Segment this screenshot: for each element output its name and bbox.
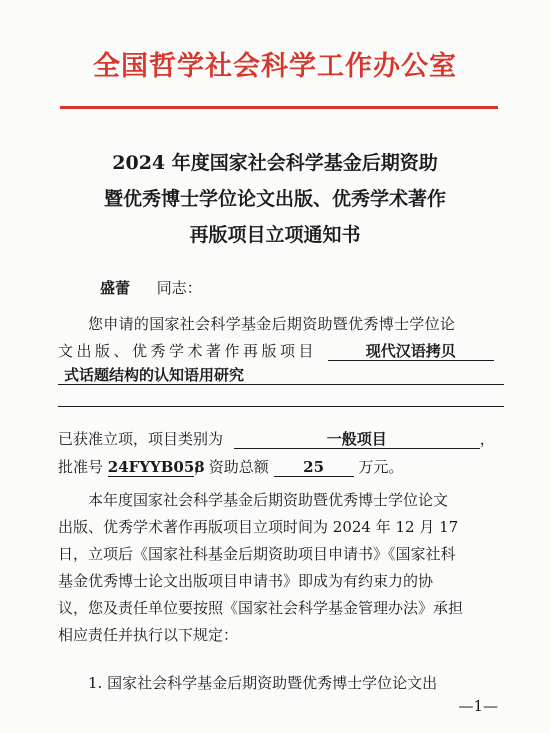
agency-header: 全国哲学社会科学工作办公室 [93, 51, 457, 82]
approval-number-field: 24FYYB058 [107, 458, 205, 476]
document-title [0, 145, 550, 253]
paragraph2-line2 [58, 456, 403, 477]
approval-prefix: 批准号 [58, 458, 104, 476]
paragraph1-line4 [58, 393, 504, 411]
page-number: —1— [458, 697, 498, 715]
paragraph3-line: 本年度国家社会科学基金后期资助暨优秀博士学位论文 [58, 491, 449, 509]
project-category-field: 一般项目 [234, 430, 480, 449]
paragraph3-line: 出版、优秀学术著作再版项目立项时间为 2024 年 12 月 17 [58, 518, 459, 536]
title-line-3: 再版项目立项通知书 [189, 224, 361, 246]
rule-item-1: 1. 国家社会科学基金后期资助暨优秀博士学位论文出 [88, 674, 438, 692]
category-prefix: 已获准立项，项目类别为 [58, 430, 224, 448]
paragraph1-line2-prefix: 文出版、优秀学术著作再版项目 [58, 342, 318, 360]
paragraph2-line1 [58, 428, 495, 449]
paragraph1-line3 [58, 366, 504, 385]
paragraph1-line1: 您申请的国家社会科学基金后期资助暨优秀博士学位论 [88, 315, 456, 333]
header-red-divider [60, 106, 498, 109]
amount-suffix: 万元。 [358, 458, 404, 476]
salutation [100, 277, 202, 298]
paragraph1-line2 [58, 340, 494, 361]
funding-amount-field: 25 [274, 458, 354, 477]
recipient-name: 盛蕾 [100, 279, 131, 297]
paragraph3-line: 议，您及责任单位要按照《国家社会科学基金管理办法》承担 [58, 599, 464, 617]
project-title-field-part2: 式话题结构的认知语用研究 [58, 366, 504, 385]
paragraph3 [58, 487, 505, 649]
paragraph3-line: 基金优秀博士论文出版项目申请书》即成为有约束力的协 [58, 572, 434, 590]
category-suffix: ， [479, 430, 495, 448]
paragraph3-line: 日，立项后《国家社科基金后期资助项目申请书》《国家社科 [58, 545, 456, 563]
paragraph3-line: 相应责任并执行以下规定： [58, 626, 239, 644]
title-line-1: 2024 年度国家社会科学基金后期资助 [112, 152, 438, 174]
salutation-suffix: 同志： [156, 279, 202, 297]
project-title-blank-line [58, 406, 504, 407]
project-title-field-part1: 现代汉语拷贝 [328, 342, 494, 361]
amount-prefix: ，资助总额 [193, 458, 269, 476]
title-line-2: 暨优秀博士学位论文出版、优秀学术著作 [103, 188, 446, 210]
